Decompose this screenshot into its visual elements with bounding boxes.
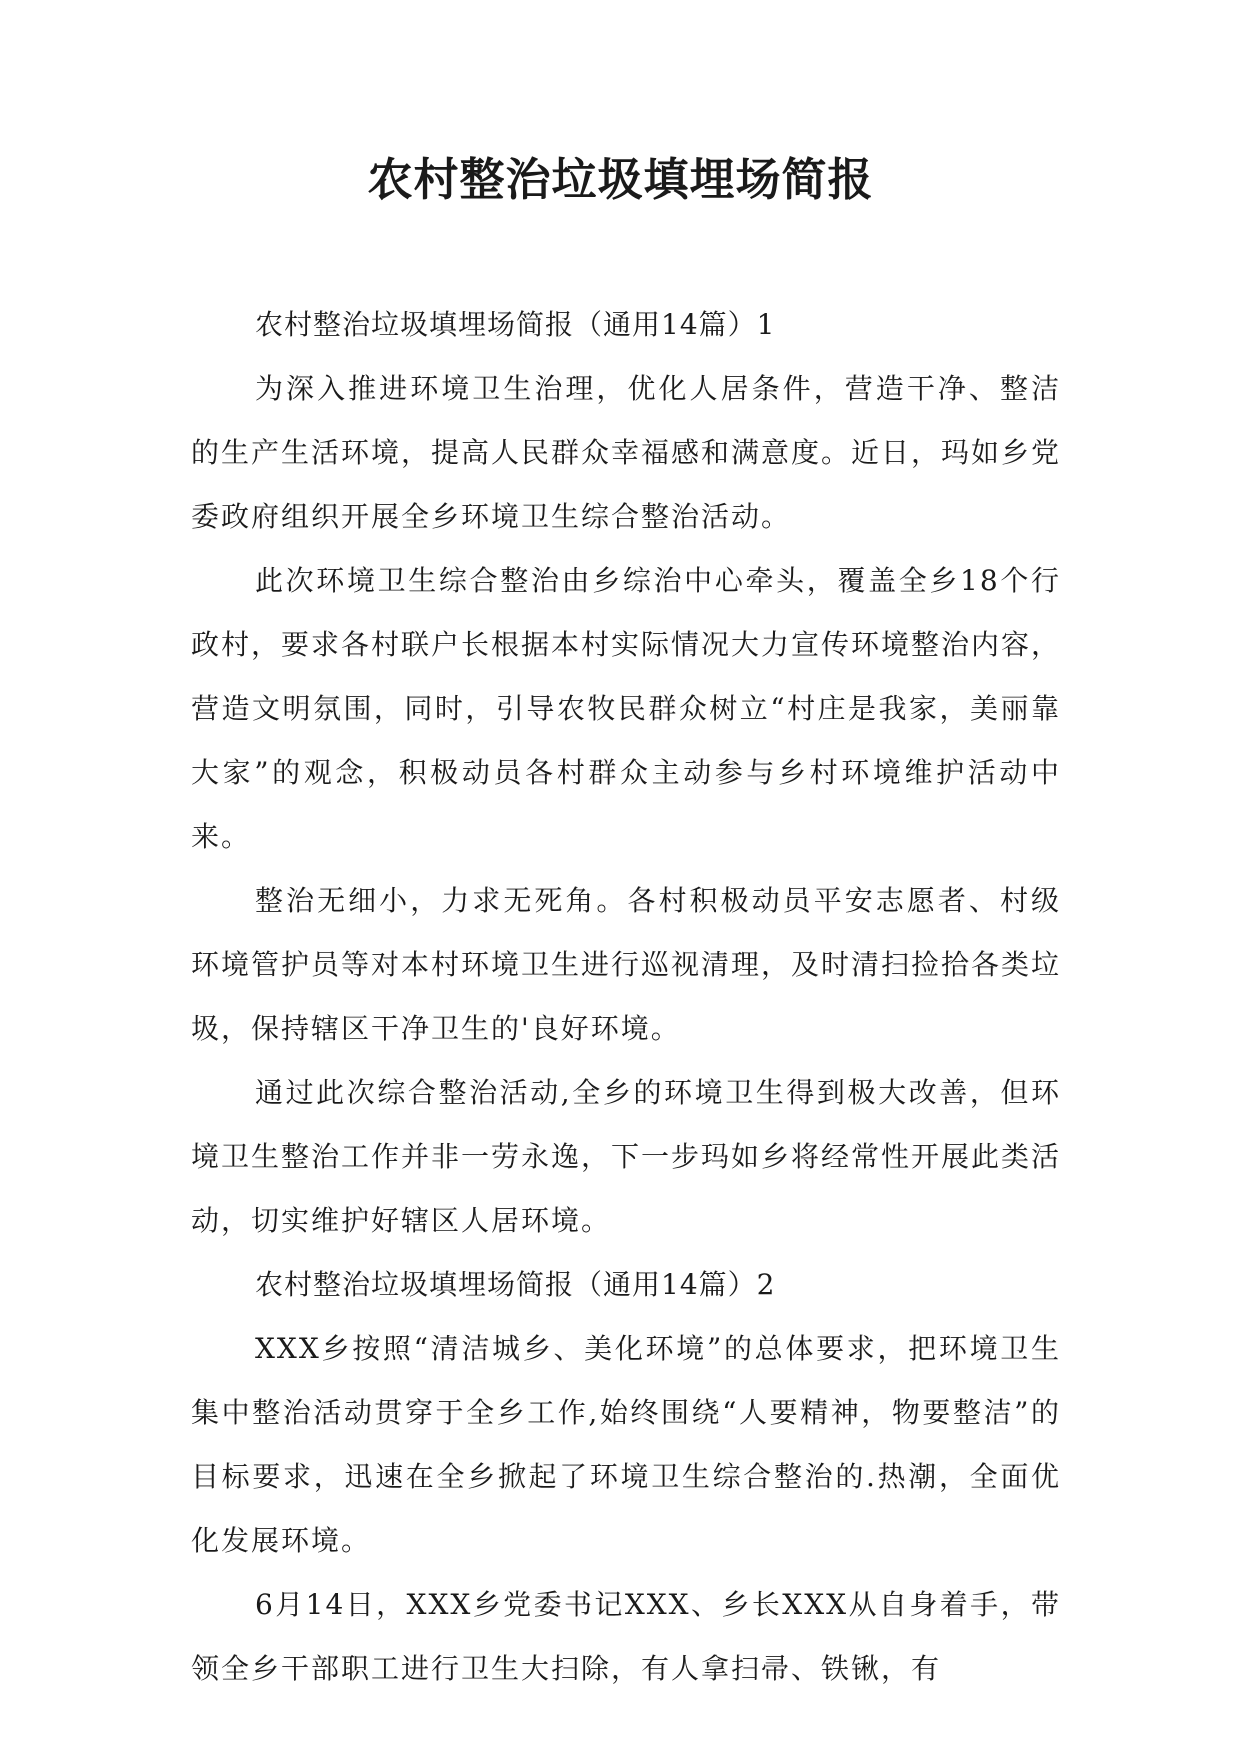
section-heading: 农村整治垃圾填埋场简报（通用14篇）2 — [255, 1268, 776, 1301]
paragraph: 整治无细小，力求无死角。各村积极动员平安志愿者、村级环境管护员等对本村环境卫生进行巡视清理，及时清扫捡拾各类垃圾，保持辖区干净卫生的'良好环境。 — [191, 884, 1062, 1045]
paragraph: 6月14日，XXX乡党委书记XXX、乡长XXX从自身着手，带领全乡干部职工进行卫生大扫除，有人拿扫帚、铁锹，有 — [191, 1588, 1061, 1685]
document-body — [191, 293, 1061, 1701]
section-heading: 农村整治垃圾填埋场简报（通用14篇）1 — [255, 308, 776, 341]
paragraph: 为深入推进环境卫生治理，优化人居条件，营造干净、整洁的生产生活环境，提高人民群众幸福感和满意度。近日，玛如乡党委政府组织开展全乡环境卫生综合整治活动。 — [191, 372, 1062, 533]
paragraph: XXX乡按照“清洁城乡、美化环境”的总体要求，把环境卫生集中整治活动贯穿于全乡工作,始终围绕“人要精神，物要整洁”的目标要求，迅速在全乡掀起了环境卫生综合整治的.热潮，全面优化发展环境。 — [191, 1332, 1061, 1557]
paragraph: 此次环境卫生综合整治由乡综治中心牵头，覆盖全乡18个行政村，要求各村联户长根据本村实际情况大力宣传环境整治内容，营造文明氛围，同时，引导农牧民群众树立“村庄是我家，美丽靠大家”的观念，积极动员各村群众主动参与乡村环境维护活动中来。 — [191, 564, 1062, 853]
paragraph: 通过此次综合整治活动,全乡的环境卫生得到极大改善，但环境卫生整治工作并非一劳永逸，下一步玛如乡将经常性开展此类活动，切实维护好辖区人居环境。 — [191, 1076, 1062, 1237]
document-title: 农村整治垃圾填埋场简报 — [367, 153, 874, 206]
